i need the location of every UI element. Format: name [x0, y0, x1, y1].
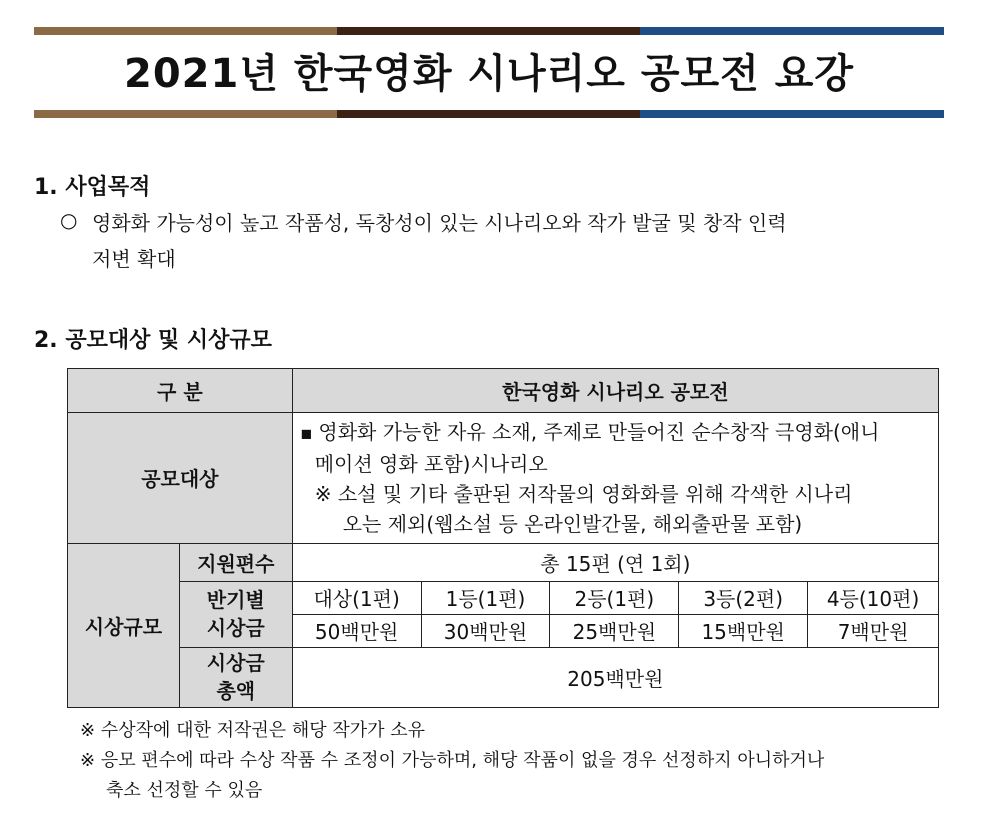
prize-rank: 대상(1편) [292, 581, 421, 614]
page-title: 2021년 한국영화 시나리오 공모전 요강 [124, 51, 854, 97]
prize-rank: 3등(2편) [679, 581, 808, 614]
note-copyright: ※ 수상작에 대한 저작권은 해당 작가가 소유 [80, 720, 426, 741]
title-bottom-bar [34, 110, 944, 118]
prize-amount: 15백만원 [679, 614, 808, 647]
prize-amount: 50백만원 [292, 614, 421, 647]
purpose-bullet: ○ [60, 208, 78, 232]
notes [80, 716, 942, 806]
purpose-line1: 영화화 가능성이 높고 작품성, 독창성이 있는 시나리오와 작가 발굴 및 창작 인력 [92, 211, 787, 235]
section1-heading: 1. 사업목적 [34, 175, 151, 200]
section2-heading: 2. 공모대상 및 시상규모 [34, 328, 272, 353]
prize-label-line1: 반기별 [206, 588, 265, 612]
prize-amount: 7백만원 [808, 614, 939, 647]
total-label [179, 647, 292, 707]
prize-label-line2: 시상금 [206, 616, 265, 640]
note-adjust-line2: 축소 선정할 수 있음 [106, 780, 263, 801]
target-note-line1: 소설 및 기타 출판된 저작물의 영화화를 위해 각색한 시나리 [337, 481, 853, 506]
prize-rank: 1등(1편) [421, 581, 550, 614]
total-label-line1: 시상금 [206, 651, 265, 675]
target-label: 공모대상 [68, 413, 293, 544]
header-contest: 한국영화 시나리오 공모전 [292, 369, 938, 413]
entries-value: 총 15편 (연 1회) [292, 543, 938, 581]
header-category: 구 분 [68, 369, 293, 413]
title-top-bar [34, 27, 944, 35]
award-label: 시상규모 [68, 543, 180, 707]
prize-rank: 4등(10편) [808, 581, 939, 614]
purpose-line2: 저변 확대 [92, 247, 176, 271]
prize-amount: 25백만원 [550, 614, 679, 647]
prize-amount: 30백만원 [421, 614, 550, 647]
target-description [292, 413, 938, 544]
total-value: 205백만원 [292, 647, 938, 707]
target-line1: 영화화 가능한 자유 소재, 주제로 만들어진 순수창작 극영화(애니 [318, 420, 880, 444]
target-line2: 메이션 영화 포함)시나리오 [314, 451, 548, 476]
purpose-text [92, 205, 942, 277]
target-note-mark: ※ [314, 481, 332, 506]
target-note-line2: 오는 제외(웹소설 등 온라인발간물, 해외출판물 포함) [342, 511, 803, 536]
prize-label [179, 581, 292, 647]
prize-rank: 2등(1편) [550, 581, 679, 614]
total-label-line2: 총액 [216, 679, 256, 703]
note-adjust-line1: ※ 응모 편수에 따라 수상 작품 수 조정이 가능하며, 해당 작품이 없을 경우 선정하지 아니하거나 [80, 750, 825, 771]
contest-table [67, 368, 939, 708]
square-bullet-icon: ■ [300, 426, 313, 441]
entries-label: 지원편수 [179, 543, 292, 581]
